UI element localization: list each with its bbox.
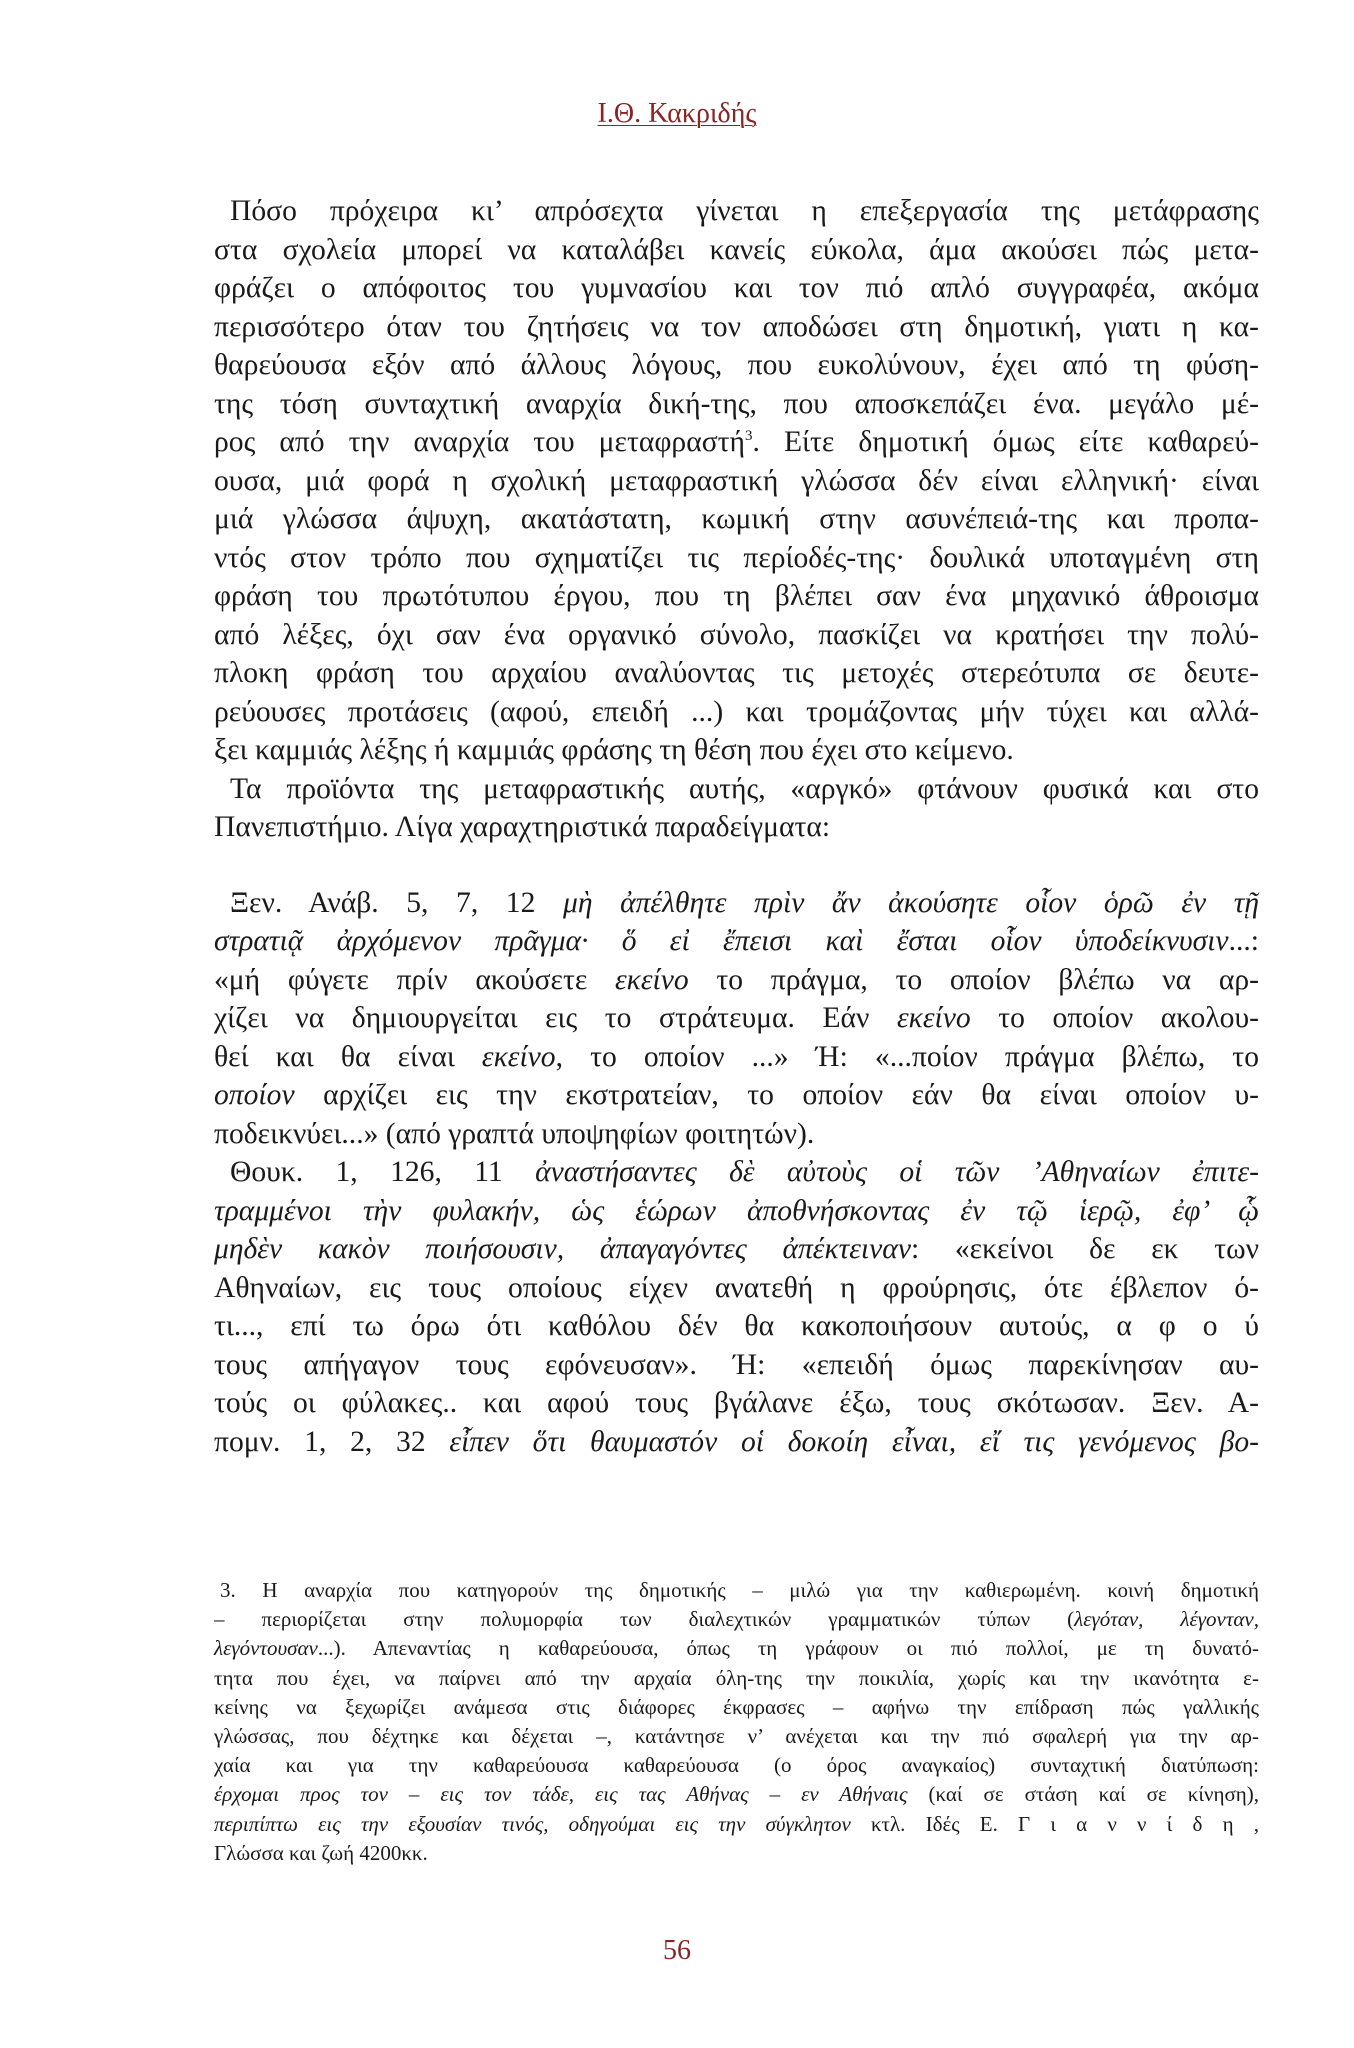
body-line <box>214 1423 1259 1462</box>
footnote-line-text: – περιορίζεται στην πολυμορφία των διαλεχτικών γραμματικών τύπων ( <box>214 1607 1075 1632</box>
body-line <box>214 808 1259 847</box>
footnote-line-text: τητα που έχει, να παίρνει από την αρχαία όλη-της την ποικιλία, χωρίς και την ικανότητα ε- <box>214 1665 1259 1690</box>
body-line <box>214 731 1259 770</box>
body-line-text: στα σχολεία μπορεί να καταλάβει κανείς εύκολα, άμα ακούσει πώς μετα- <box>214 233 1259 266</box>
body-line-text: πλοκη φράση του αρχαίου αναλύοντας τις μετοχές στερεότυπα σε δευτε- <box>214 657 1259 689</box>
body-line-text: Αθηναίων, εις τους οποίους είχεν ανατεθή η φρούρησις, ότε έβλεπον ό- <box>214 1271 1259 1304</box>
body-line-italic: εκείνο <box>897 1002 971 1034</box>
body-line <box>214 1192 1259 1231</box>
body-line-text: ξει καμμιάς λέξης ή καμμιάς φράσης τη θέση που έχει στο κείμενο. <box>214 734 1014 766</box>
footnote-line <box>214 1576 1259 1605</box>
footnote-line-text-after: κτλ. Ιδές Ε. Γ ι α ν ν ί δ η , <box>850 1811 1259 1836</box>
body-line-text: ουσα, μιά φορά η σχολική μεταφραστική γλώσσα δέν είναι ελληνική· είναι <box>214 464 1259 497</box>
body-line <box>214 500 1259 539</box>
footnote-line-italic: έρχομαι προς τον – εις τον τάδε, εις τας Αθήνας – εν Αθήναις <box>214 1782 908 1807</box>
body-line <box>214 922 1259 961</box>
body-line <box>214 1038 1259 1077</box>
body-line-text: ντός στον τρόπο που σχηματίζει τις περίοδές-της· δουλικά υποταγμένη στη <box>214 541 1259 574</box>
footnote-line-italic: περιπίπτω εις την εξουσίαν τινός, οδηγούμαι εις την σύγκλητον <box>214 1811 851 1836</box>
body-line-text: ποδεικνύει...» (από γραπτά υποψηφίων φοιτητών). <box>214 1117 815 1150</box>
footnote-line-text-after: (καί σε στάση καί σε κίνηση), <box>907 1782 1259 1807</box>
body-line-italic: εκείνο <box>614 963 689 996</box>
body-line-text: περισσότερο όταν του ζητήσεις να τον αποδώσει στη δημοτική, γιατι η κα- <box>214 310 1259 343</box>
main-body-text <box>214 192 1259 1461</box>
body-line-text: από λέξες, όχι σαν ένα οργανικό σύνολο, πασκίζει να κρατήσει την πολύ- <box>214 618 1259 651</box>
footnote-line-text: χαία και για την καθαρεύουσα καθαρεύουσα (ο όρος αναγκαίος) συνταχτική διατύπωση: <box>214 1753 1259 1778</box>
body-line <box>214 308 1259 347</box>
body-line-text-after: το πράγμα, το οποίον βλέπω να αρ- <box>688 963 1259 996</box>
body-line <box>214 346 1259 385</box>
footnote-line-italic: λεγόντουσαν <box>214 1636 318 1661</box>
body-line <box>214 1346 1259 1385</box>
body-line-text-after: αρχίζει εις την εκστρατείαν, το οποίον εάν θα είναι οποίον υ- <box>294 1079 1259 1111</box>
running-header <box>0 98 1354 130</box>
footnote-line-text: γλώσσας, που δέχτηκε και δέχεται –, κατάντησε ν’ ανέχεται και την πιό σφαλερή για την αρ- <box>214 1723 1259 1748</box>
body-line <box>214 616 1259 655</box>
footnote-line <box>214 1839 1259 1868</box>
body-line-italic: τραμμένοι τὴν φυλακήν, ὡς ἑώρων ἀποθνήσκοντας ἐν τῷ ἱερῷ, ἐφ’ ᾧ <box>214 1194 1259 1227</box>
footnote-line <box>214 1751 1259 1780</box>
body-line <box>214 1076 1259 1115</box>
body-line-text: Τα προϊόντα της μεταφραστικής αυτής, «αργκό» φτάνουν φυσικά και στο <box>230 772 1259 805</box>
footnote-section <box>214 1576 1259 1868</box>
body-line-text: «μή φύγετε πρίν ακούσετε <box>214 963 615 996</box>
body-line-text: Πανεπιστήμιο. Λίγα χαραχτηριστικά παραδείγματα: <box>214 811 831 843</box>
body-line-italic: εἶπεν ὅτι θαυμαστόν οἱ δοκοίη εἶναι, εἴ τις γενόμενος βο- <box>449 1425 1259 1458</box>
body-line-text: της τόση συνταχτική αναρχία δική-της, που αποσκεπάζει ένα. μεγάλο μέ- <box>214 387 1259 420</box>
body-line-text-after: το οποίον ακολου- <box>970 1002 1259 1034</box>
body-line-text: τι..., επί τω όρω ότι καθόλου δέν θα κακοποιήσουν αυτούς, α φ ο ύ <box>214 1310 1259 1342</box>
body-line <box>214 385 1259 424</box>
body-line <box>214 693 1259 732</box>
body-line <box>214 884 1259 923</box>
footnote-line-text: 3. Η αναρχία που κατηγορούν της δημοτικής – μιλώ για την καθιερωμένη. κοινή δημοτική <box>220 1578 1259 1602</box>
body-line <box>214 1269 1259 1308</box>
paragraph-gap <box>214 847 1259 884</box>
body-line-italic: μηδὲν κακὸν ποιήσουσιν, ἀπαγαγόντες ἀπέκτειναν <box>214 1233 911 1265</box>
footnote-line <box>214 1693 1259 1722</box>
body-line-italic: ἀναστήσαντες δὲ αὐτοὺς οἱ τῶν ’Αθηναίων ἐπιτε- <box>535 1156 1259 1188</box>
body-line-italic: μὴ ἀπέλθητε πρὶν ἄν ἀκούσητε οἷον ὁρῶ ἐν τῇ <box>562 886 1259 919</box>
body-line <box>214 577 1259 616</box>
footnote-reference: 3 <box>745 428 753 445</box>
body-line-text: μιά γλώσσα άψυχη, ακατάστατη, κωμική στην ασυνέπειά-της και προπα- <box>214 503 1259 535</box>
body-line-italic: οποίον <box>214 1079 295 1111</box>
footnote-line-text: κείνης να ξεχωρίζει ανάμεσα στις διάφορες έκφρασες – αφήνω την επίδραση πώς γαλλικής <box>214 1694 1259 1719</box>
body-line <box>214 1115 1259 1154</box>
body-line <box>214 192 1259 231</box>
body-line-text: τους απήγαγον τους εφόνευσαν». Ή: «επειδή όμως παρεκίνησαν αυ- <box>214 1348 1259 1381</box>
footnote-line <box>214 1664 1259 1693</box>
body-line-text: φράση του πρωτότυπου έργου, που τη βλέπει σαν ένα μηχανικό άθροισμα <box>214 580 1259 612</box>
running-header-author: Ι.Θ. Κακριδής <box>597 98 757 129</box>
body-line-text: Ξεν. Ανάβ. 5, 7, 12 <box>230 886 563 919</box>
body-line-text: ρεύουσες προτάσεις (αφού, επειδή ...) και τρομάζοντας μήν τύχει και αλλά- <box>214 695 1259 728</box>
body-line-text-after: . Είτε δημοτική όμως είτε καθαρεύ- <box>752 426 1259 458</box>
body-line-text-after: ...: <box>1228 925 1259 957</box>
body-line <box>214 231 1259 270</box>
body-line-italic: εκείνο <box>481 1040 556 1073</box>
footnote-line <box>214 1722 1259 1751</box>
footnote-line-text: Γλώσσα και ζωή 4200κκ. <box>214 1840 428 1865</box>
body-line-text: Θουκ. 1, 126, 11 <box>230 1156 536 1188</box>
body-line-italic: στρατιᾷ ἀρχόμενον πρᾶγμα· ὅ εἰ ἔπεισι καὶ ἔσται οἷον ὑποδείκνυσιν <box>214 925 1229 957</box>
body-line <box>214 1230 1259 1269</box>
body-line <box>214 1153 1259 1192</box>
body-line-text: ρος από την αναρχία του μεταφραστή <box>214 426 746 458</box>
footnote-line-italic: λεγόταν, λέγονταν, <box>1074 1607 1259 1632</box>
footnote-line-text-after: ...). Απεναντίας η καθαρεύουσα, όπως τη γράφουν οι πιό πολλοί, με τη δυνατό- <box>317 1636 1259 1661</box>
body-line <box>214 999 1259 1038</box>
page-number: 56 <box>663 1935 691 1966</box>
footnote-line <box>214 1780 1259 1809</box>
body-line <box>214 1384 1259 1423</box>
body-line-text: θαρεύουσα εξόν από άλλους λόγους, που ευκολύνουν, έχει από τη φύση- <box>214 349 1259 381</box>
body-line-text: Πόσο πρόχειρα κι’ απρόσεχτα γίνεται η επεξεργασία της μετάφρασης <box>230 195 1259 227</box>
body-line <box>214 462 1259 501</box>
body-line-text: χίζει να δημιουργείται εις το στράτευμα. Εάν <box>214 1002 898 1034</box>
body-line <box>214 1307 1259 1346</box>
body-line-text-after: , το οποίον ...» Ή: «...ποίον πράγμα βλέπω, το <box>555 1040 1259 1073</box>
body-line-text: πομν. 1, 2, 32 <box>214 1425 450 1458</box>
footnote-line <box>214 1634 1259 1663</box>
footnote-line <box>214 1810 1259 1839</box>
body-line <box>214 423 1259 462</box>
body-line-text: θεί και θα είναι <box>214 1040 482 1073</box>
body-line <box>214 654 1259 693</box>
footnote-line <box>214 1605 1259 1634</box>
body-line <box>214 539 1259 578</box>
body-line <box>214 269 1259 308</box>
body-line-text-after: : «εκείνοι δε εκ των <box>910 1233 1259 1265</box>
body-line <box>214 770 1259 809</box>
body-line-text: φράζει ο απόφοιτος του γυμνασίου και τον πιό απλό συγγραφέα, ακόμα <box>214 272 1259 304</box>
body-line-text: τούς οι φύλακες.. και αφού τους βγάλανε έξω, τους σκότωσαν. Ξεν. Α- <box>214 1387 1259 1419</box>
body-line <box>214 961 1259 1000</box>
